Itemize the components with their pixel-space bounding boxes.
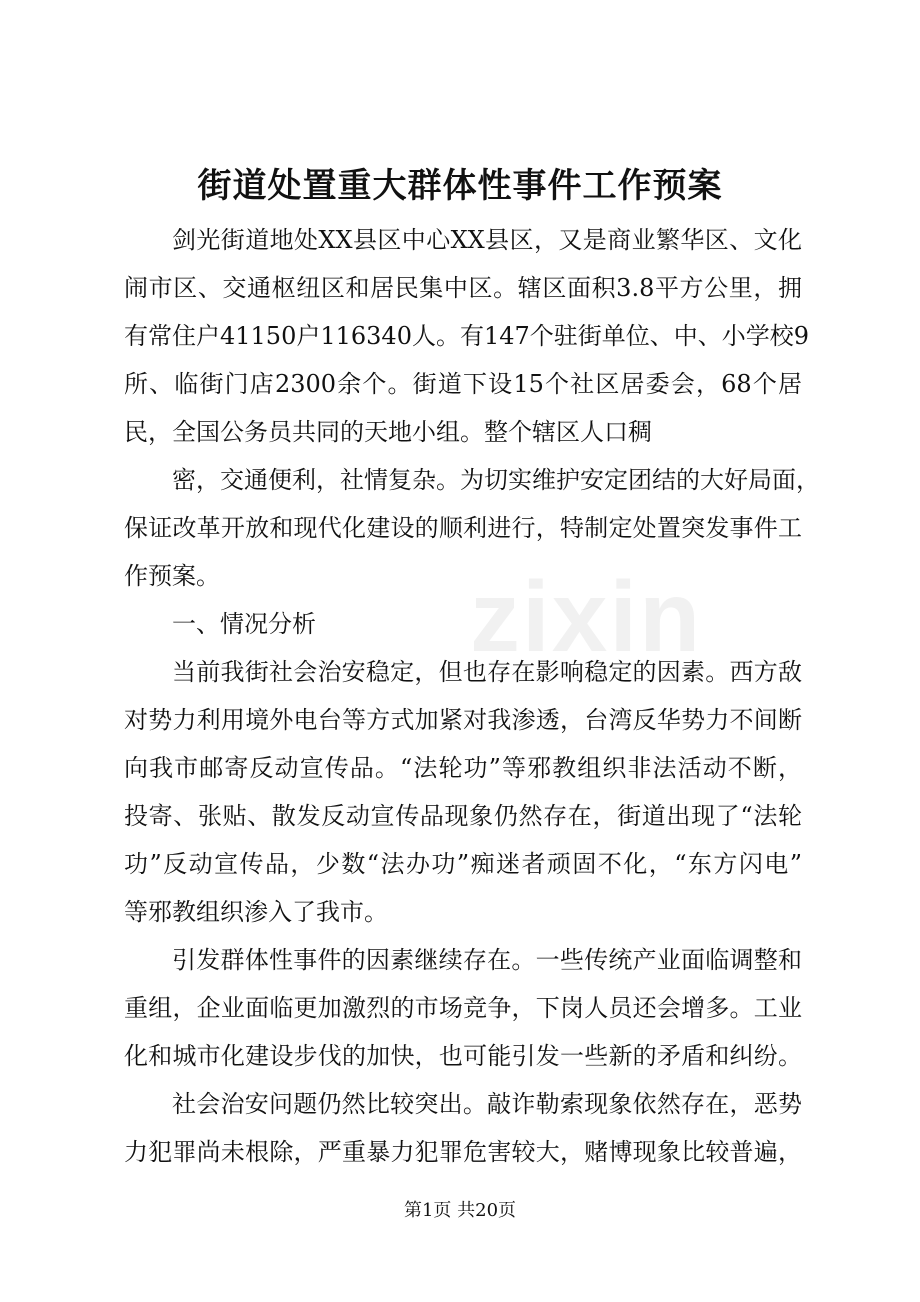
- text-line: 剑光街道地处XX县区中心XX县区，又是商业繁华区、文化: [172, 226, 802, 254]
- text-line: 所、临街门店2300余个。街道下设15个社区居委会，68个居: [124, 370, 802, 398]
- text-line: 力犯罪尚未根除，严重暴力犯罪危害较大，赌博现象比较普遍，: [124, 1138, 802, 1166]
- watermark-logo: zixin: [470, 561, 703, 673]
- text-line: 闹市区、交通枢纽区和居民集中区。辖区面积3.8平方公里，拥: [124, 274, 802, 302]
- text-line: 对势力利用境外电台等方式加紧对我渗透，台湾反华势力不间断: [124, 706, 802, 734]
- text-line: 有常住户41150户116340人。有147个驻街单位、中、小学校9: [124, 322, 810, 350]
- page-footer: 第1页 共20页: [403, 1200, 517, 1221]
- text-line: 民，全国公务员共同的天地小组。整个辖区人口稠: [124, 418, 652, 446]
- text-line: 作预案。: [124, 562, 220, 590]
- document-body: [124, 216, 820, 1176]
- document-title: 街道处置重大群体性事件工作预案: [197, 166, 723, 206]
- section-heading: 一、情况分析: [172, 610, 316, 638]
- text-line: 投寄、张贴、散发反动宣传品现象仍然存在，街道出现了“法轮: [124, 802, 802, 830]
- text-line: 引发群体性事件的因素继续存在。一些传统产业面临调整和: [172, 946, 802, 974]
- text-line: 密，交通便利，社情复杂。为切实维护安定团结的大好局面，: [172, 466, 820, 494]
- text-line: 功”反动宣传品，少数“法办功”痴迷者顽固不化，“东方闪电”: [124, 850, 802, 878]
- text-line: 保证改革开放和现代化建设的顺利进行，特制定处置突发事件工: [124, 514, 802, 542]
- text-line: 当前我街社会治安稳定，但也存在影响稳定的因素。西方敌: [172, 658, 802, 686]
- text-line: 重组，企业面临更加激烈的市场竞争，下岗人员还会增多。工业: [124, 994, 802, 1022]
- text-line: 化和城市化建设步伐的加快，也可能引发一些新的矛盾和纠纷。: [124, 1042, 802, 1070]
- text-line: 社会治安问题仍然比较突出。敲诈勒索现象依然存在，恶势: [172, 1090, 802, 1118]
- text-line: 向我市邮寄反动宣传品。“法轮功”等邪教组织非法活动不断，: [124, 754, 802, 782]
- text-line: 等邪教组织渗入了我市。: [124, 898, 388, 926]
